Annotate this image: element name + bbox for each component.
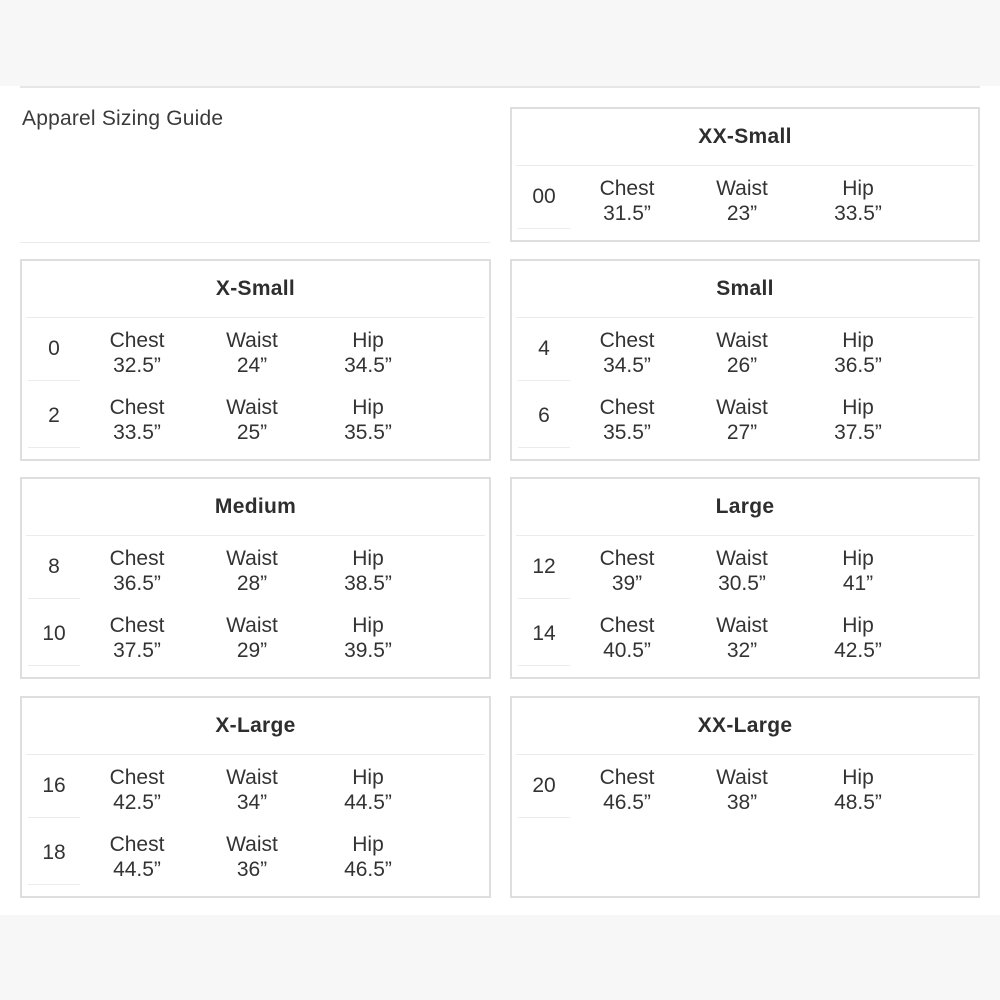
chest-value: 46.5” — [603, 791, 651, 814]
hip-label: Hip — [352, 766, 384, 789]
hip-measurement — [313, 395, 423, 445]
divider — [20, 86, 980, 88]
chest-measurement — [572, 395, 682, 445]
size-card-xx-large — [510, 696, 980, 898]
size-row — [512, 536, 978, 603]
waist-value: 24” — [236, 354, 268, 377]
hip-value: 36.5” — [834, 354, 882, 377]
size-row — [512, 385, 978, 452]
chest-label: Chest — [109, 614, 165, 637]
size-group-title: Large — [516, 479, 974, 536]
hip-measurement — [313, 328, 423, 378]
size-number: 16 — [28, 755, 80, 818]
chest-measurement — [572, 765, 682, 815]
chest-measurement — [572, 546, 682, 596]
waist-measurement — [197, 765, 307, 815]
waist-value: 23” — [726, 202, 758, 225]
hip-value: 46.5” — [344, 858, 392, 881]
waist-label: Waist — [226, 396, 278, 419]
waist-measurement — [687, 546, 797, 596]
chest-label: Chest — [599, 766, 655, 789]
chest-measurement — [82, 832, 192, 882]
hip-measurement — [313, 546, 423, 596]
chest-value: 32.5” — [113, 354, 161, 377]
size-card-medium — [20, 477, 491, 679]
waist-value: 28” — [236, 572, 268, 595]
size-card-large — [510, 477, 980, 679]
chest-value: 44.5” — [113, 858, 161, 881]
size-number: 00 — [518, 166, 570, 229]
chest-value: 35.5” — [603, 421, 651, 444]
hip-measurement — [803, 546, 913, 596]
chest-value: 37.5” — [113, 639, 161, 662]
waist-label: Waist — [226, 614, 278, 637]
hip-measurement — [803, 176, 913, 226]
chest-measurement — [572, 328, 682, 378]
waist-value: 32” — [726, 639, 758, 662]
waist-value: 34” — [236, 791, 268, 814]
chest-label: Chest — [109, 833, 165, 856]
waist-label: Waist — [226, 766, 278, 789]
chest-value: 36.5” — [113, 572, 161, 595]
size-number: 0 — [28, 318, 80, 381]
size-card-xx-small — [510, 107, 980, 242]
waist-measurement — [687, 765, 797, 815]
size-row — [22, 603, 489, 670]
size-number: 10 — [28, 603, 80, 666]
waist-label: Waist — [226, 329, 278, 352]
chest-measurement — [572, 613, 682, 663]
size-row — [512, 603, 978, 670]
hip-value: 42.5” — [834, 639, 882, 662]
waist-label: Waist — [716, 396, 768, 419]
waist-label: Waist — [716, 547, 768, 570]
waist-label: Waist — [226, 547, 278, 570]
waist-label: Waist — [716, 766, 768, 789]
chest-value: 31.5” — [603, 202, 651, 225]
size-card-small — [510, 259, 980, 461]
size-number: 18 — [28, 822, 80, 885]
hip-value: 39.5” — [344, 639, 392, 662]
waist-value: 26” — [726, 354, 758, 377]
hip-label: Hip — [352, 614, 384, 637]
hip-label: Hip — [842, 614, 874, 637]
hip-measurement — [313, 613, 423, 663]
hip-label: Hip — [842, 329, 874, 352]
hip-label: Hip — [352, 329, 384, 352]
waist-measurement — [687, 176, 797, 226]
waist-label: Waist — [716, 329, 768, 352]
size-row — [512, 166, 978, 233]
waist-label: Waist — [716, 177, 768, 200]
hip-label: Hip — [352, 547, 384, 570]
chest-value: 40.5” — [603, 639, 651, 662]
hip-label: Hip — [352, 396, 384, 419]
waist-value: 36” — [236, 858, 268, 881]
size-group-title: XX-Large — [516, 698, 974, 755]
size-number: 2 — [28, 385, 80, 448]
hip-value: 41” — [842, 572, 874, 595]
waist-value: 25” — [236, 421, 268, 444]
size-row — [22, 755, 489, 822]
chest-value: 33.5” — [113, 421, 161, 444]
hip-label: Hip — [842, 547, 874, 570]
top-band — [0, 0, 1000, 86]
chest-measurement — [82, 546, 192, 596]
waist-value: 30.5” — [718, 572, 766, 595]
chest-label: Chest — [599, 396, 655, 419]
waist-label: Waist — [226, 833, 278, 856]
waist-value: 27” — [726, 421, 758, 444]
chest-value: 39” — [611, 572, 643, 595]
size-number: 4 — [518, 318, 570, 381]
chest-label: Chest — [599, 547, 655, 570]
chest-label: Chest — [599, 329, 655, 352]
size-group-title: Small — [516, 261, 974, 318]
size-card-x-large — [20, 696, 491, 898]
hip-measurement — [803, 328, 913, 378]
size-row — [512, 318, 978, 385]
waist-measurement — [197, 395, 307, 445]
waist-measurement — [687, 328, 797, 378]
divider — [20, 242, 490, 243]
hip-value: 48.5” — [834, 791, 882, 814]
size-row — [22, 385, 489, 452]
hip-value: 33.5” — [834, 202, 882, 225]
size-number: 8 — [28, 536, 80, 599]
hip-value: 37.5” — [834, 421, 882, 444]
waist-value: 29” — [236, 639, 268, 662]
waist-measurement — [197, 546, 307, 596]
chest-measurement — [572, 176, 682, 226]
size-number: 14 — [518, 603, 570, 666]
hip-value: 34.5” — [344, 354, 392, 377]
size-group-title: XX-Small — [516, 109, 974, 166]
chest-value: 42.5” — [113, 791, 161, 814]
hip-label: Hip — [842, 177, 874, 200]
chest-label: Chest — [109, 396, 165, 419]
hip-value: 38.5” — [344, 572, 392, 595]
size-row — [22, 318, 489, 385]
hip-value: 44.5” — [344, 791, 392, 814]
waist-value: 38” — [726, 791, 758, 814]
waist-label: Waist — [716, 614, 768, 637]
hip-measurement — [313, 832, 423, 882]
size-group-title: Medium — [26, 479, 485, 536]
size-number: 20 — [518, 755, 570, 818]
size-row — [22, 822, 489, 889]
chest-label: Chest — [109, 766, 165, 789]
size-number: 6 — [518, 385, 570, 448]
size-row — [22, 536, 489, 603]
chest-label: Chest — [109, 329, 165, 352]
hip-measurement — [803, 395, 913, 445]
page-title: Apparel Sizing Guide — [22, 107, 224, 130]
size-card-x-small — [20, 259, 491, 461]
chest-measurement — [82, 765, 192, 815]
chest-measurement — [82, 328, 192, 378]
hip-measurement — [313, 765, 423, 815]
size-group-title: X-Large — [26, 698, 485, 755]
chest-value: 34.5” — [603, 354, 651, 377]
waist-measurement — [687, 613, 797, 663]
chest-measurement — [82, 613, 192, 663]
waist-measurement — [687, 395, 797, 445]
hip-label: Hip — [352, 833, 384, 856]
chest-label: Chest — [109, 547, 165, 570]
waist-measurement — [197, 832, 307, 882]
chest-measurement — [82, 395, 192, 445]
hip-label: Hip — [842, 396, 874, 419]
waist-measurement — [197, 613, 307, 663]
size-row — [512, 755, 978, 822]
size-group-title: X-Small — [26, 261, 485, 318]
hip-value: 35.5” — [344, 421, 392, 444]
hip-measurement — [803, 613, 913, 663]
chest-label: Chest — [599, 614, 655, 637]
chest-label: Chest — [599, 177, 655, 200]
waist-measurement — [197, 328, 307, 378]
hip-measurement — [803, 765, 913, 815]
bottom-band — [0, 915, 1000, 1000]
hip-label: Hip — [842, 766, 874, 789]
size-number: 12 — [518, 536, 570, 599]
